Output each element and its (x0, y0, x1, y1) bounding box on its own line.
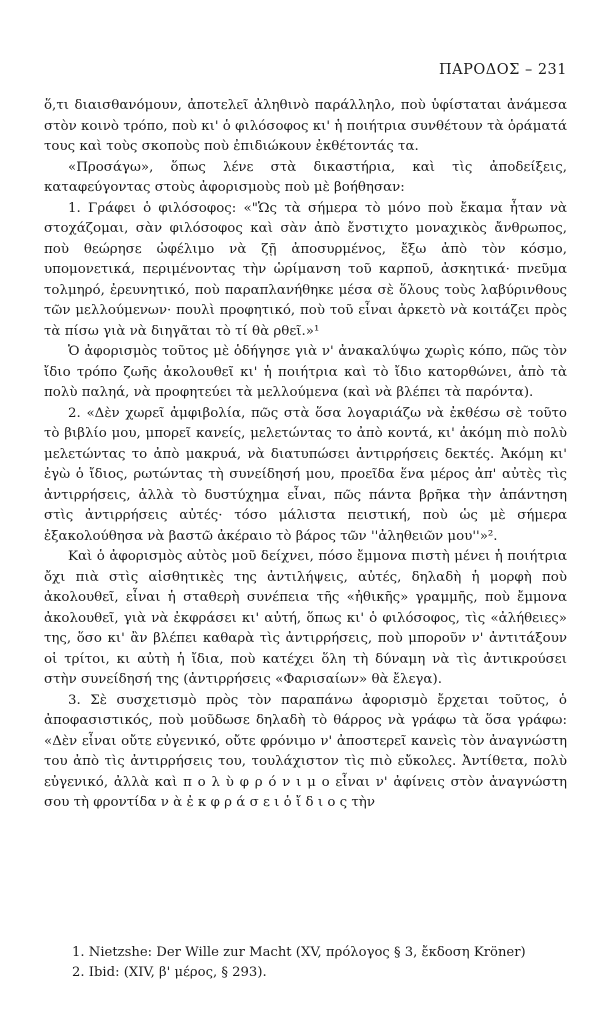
footnote: 1. Nietzshe: Der Wille zur Macht (XV, πρόλογος § 3, ἔκδοση Kröner) (72, 945, 526, 960)
paragraph: 2. «Δὲν χωρεῖ ἀμφιβολία, πῶς στὰ ὅσα λογαριάζω νὰ ἐκθέσω σὲ τοῦτο τὸ βιβλίο μου, μπορεῖ κανείς, μελετώντας το ἀπὸ κοντά, κι' ἀκόμη πιὸ πολὺ μελετώντας το ἀπὸ μακρυά, νὰ διατυπώσει ἀντιρρήσεις δεκτές. Ἀκόμη κι' ἐγὼ ὁ ἴδιος, ρωτώντας τὴ συνείδησή μου, προεῖδα ἕνα μέρος ἀπ' αὐτὲς τὶς ἀντιρρήσεις, ἀλλὰ τὸ δυστύχημα εἶναι, πῶς πάντα βρῆκα τὴν ἀπάντηση στὶς ἀντιρρήσεις αὐτές· τόσο μάλιστα πειστική, ποὺ ὡς μὲ σήμερα ἐξακολούθησα νὰ βαστῶ ἀκέραιο τὸ βάρος τῶν ''ἀληθειῶν μου''»². (44, 405, 567, 544)
paragraph: 3. Σὲ συσχετισμὸ πρὸς τὸν παραπάνω ἀφορισμὸ ἔρχεται τοῦτος, ὁ ἀποφασιστικός, ποὺ μοῦδωσε δηλαδὴ τὸ θάρρος νὰ γράφω τὰ ὅσα γράφω: «Δὲν εἶναι οὔτε εὐγενικό, οὔτε φρόνιμο ν' ἀποστερεῖ κανεὶς τὸν ἀναγνώστη του ἀπὸ τὶς ἀντιρρήσεις του, τουλάχιστον τὶς πιὸ εὔκολες. Ἀντίθετα, πολὺ εὐγενικό, ἀλλὰ καὶ π ο λ ὺ φ ρ ό ν ι μ ο εἶναι ν' ἀφίνεις στὸν ἀναγνώστη σου τὴ φροντίδα ν ὰ ἐ κ φ ρ ά σ ε ι ὁ ἴ δ ι ο ς τὴν (44, 692, 567, 810)
paragraph: Καὶ ὁ ἀφορισμὸς αὐτὸς μοῦ δείχνει, πόσο ἔμμονα πιστὴ μένει ἡ ποιήτρια ὄχι πιὰ στὶς αἰσθητικὲς της ἀντιλήψεις, αὐτές, δηλαδὴ ἡ μορφὴ ποὺ ἀκολουθεῖ, εἶναι ἡ σταθερὴ συνέπεια τῆς «ἠθικῆς» γραμμῆς, ποὺ ἔμμονα ἀκολουθεῖ, γιὰ νὰ ἐκφράσει κι' αὐτή, ὅπως κι' ὁ φιλόσοφος, τὶς «ἀλήθειες» της, ὅσο κι' ἂν βλέπει καθαρὰ τὶς ἀντιρρήσεις, ποὺ μποροῦν ν' ἀντιτάξουν οἱ τρίτοι, κι αὐτὴ ἡ ἴδια, ποὺ κατέχει ὅλη τὴ δύναμη νὰ τὶς ἀντικρούσει στὴν συνείδησή της (ἀντιρρήσεις «Φαρισαίων» θὰ ἔλεγα). (44, 549, 567, 687)
paragraph: Ὁ ἀφορισμὸς τοῦτος μὲ ὁδήγησε γιὰ ν' ἀνακαλύψω χωρὶς κόπο, πῶς τὸν ἴδιο τρόπο ζωῆς ἀκολουθεῖ κι' ἡ ποιήτρια καὶ τὸ ἴδιο κατορθώνει, ἀπὸ τὰ πολὺ παληά, νὰ προφητεύει τὰ μελλούμενα (καὶ νὰ βλέπει τὰ παρόντα). (44, 344, 567, 400)
paragraph: ὅ,τι διαισθανόμουν, ἀποτελεῖ ἀληθινὸ παράλληλο, ποὺ ὑφίσταται ἀνάμεσα στὸν κοινὸ τρόπο, ποὺ κι' ὁ φιλόσοφος κι' ἡ ποιήτρια συνθέτουν τὰ ὁράματά τους καὶ τοὺς σκοποὺς ποὺ ἐπιδιώκουν ἐκθέτοντάς τα. (44, 98, 567, 154)
footnotes (72, 943, 562, 983)
running-header: ΠΑΡΟΔΟΣ – 231 (438, 62, 567, 78)
footnote: 2. Ibid: (XIV, β' μέρος, § 293). (72, 965, 267, 980)
page-body (44, 96, 567, 814)
paragraph: 1. Γράφει ὁ φιλόσοφος: «"Ὡς τὰ σήμερα τὸ μόνο ποὺ ἔκαμα ἦταν νὰ στοχάζομαι, σὰν φιλόσοφος καὶ σὰν ἀπὸ ἔνστιχτο μοναχικὸς ἄνθρωπος, ποὺ θεώρησε ὠφέλιμο νὰ ζῇ ἀποσυρμένος, ἔξω ἀπὸ τὸν κόσμο, υπομονετικά, περιμένοντας τὴν ὡρίμανση τοῦ καρποῦ, ἀσκητικά· πνεῦμα τολμηρό, ἐρευνητικό, ποὺ παραπλανήθηκε μέσα σὲ ὅλους τοὺς λαβύρινθους τῶν μελλούμενων· πουλὶ προφητικό, ποὺ τοῦ εἶναι ἀρκετὸ νὰ κοιτάζει πρὸς τὰ πίσω γιὰ νὰ διηγᾶται τὸ τί θὰ ρθεῖ.»¹ (44, 200, 567, 339)
paragraph: «Προσάγω», ὅπως λένε στὰ δικαστήρια, καὶ τὶς ἀποδείξεις, καταφεύγοντας στοὺς ἀφορισμοὺς ποὺ μὲ βοήθησαν: (44, 159, 567, 195)
